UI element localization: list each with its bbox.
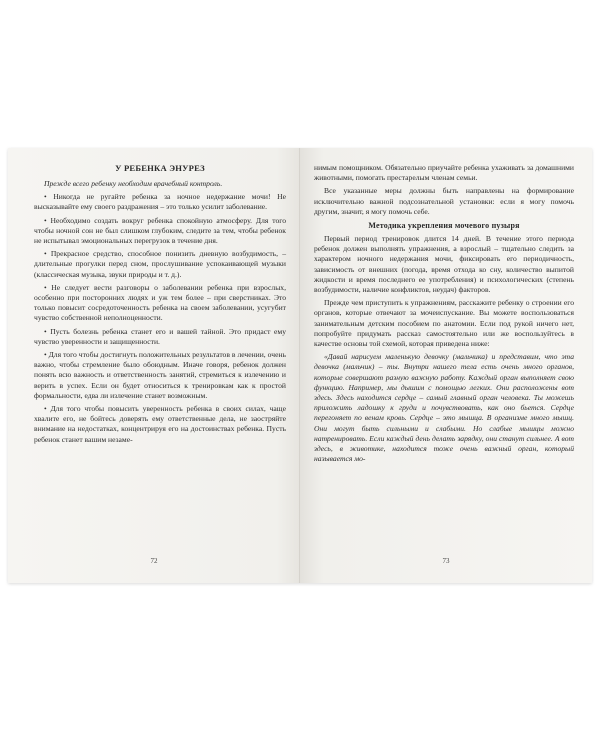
paragraph: • Пусть болезнь ребенка станет его и вашей тайной. Это придаст ему чувство уверенности и защищенности. [34, 326, 286, 346]
paragraph: • Никогда не ругайте ребенка за ночное недержание мочи! Не высказывайте ему своего раздражения – это только усилит заболевание. [34, 192, 286, 212]
paragraph: Прежде чем приступить к упражнениям, расскажите ребенку о строении его органов, которые отвечают за мочеиспускание. Вы можете воспользоваться занимательным детским пособием по анатомии. Если под рукой ничего нет, попробуйте придумать рассказ самостоятельно или же воспользуйтесь в качестве основы той схемой, которая приведена ниже: [314, 298, 574, 349]
paragraph: Все указанные меры должны быть направлены на формирование исключительно важной подсознательной установки: если я могу помочь другим, значит, я могу помочь себе. [314, 186, 574, 216]
page-number: 72 [150, 557, 158, 565]
paragraph: • Для того чтобы повысить уверенность ребенка в своих силах, чаще хвалите его, не бойтесь доверять ему ответственные дела, не заостряйте внимание на недостатках, концентрируя его на достоинствах ребенка. Пусть ребенок станет вашим незаме- [34, 404, 286, 444]
paragraph: нимым помощником. Обязательно приучайте ребенка ухаживать за домашними животными, помогать престарелым членам семьи. [314, 163, 574, 183]
book-spread [8, 148, 592, 583]
paragraph: • Прекрасное средство, способное понизить дневную возбудимость, – длительные прогулки перед сном, прослушивание успокаивающей музыки (классическая музыка, звуки природы и т. д.). [34, 249, 286, 279]
paragraph: • Не следует вести разговоры о заболевании ребенка при взрослых, особенно при посторонних людях и уж тем более – при сверстниках. Это только повысит сосредоточенность ребенка на своем заболевании, усугубит чувство собственной неполноценности. [34, 282, 286, 323]
italic-passage: «Давай нарисуем маленькую девочку (мальчика) и представим, что эта девочка (мальчик) – ты. Внутри нашего тела есть очень много органов, которые совершают разную важную работу. Каждый орган выполняет свою функцию. Например, мы дышим с помощью легких. Они расположены вот здесь. Здесь находится сердце – самый главный орган человека. Ты можешь приложить ладошку к груди и почувствовать, как оно бьется. Сердце перегоняет по венам кровь. Сердце – это мышца. В организме много мышц. Они могут быть сильными и слабыми. Но слабые мышцы можно натренировать. Если каждый день делать зарядку, они станут сильнее. А вот здесь, в животике, находится тоже очень важный орган, который называется мо- [314, 352, 574, 464]
page-number: 73 [442, 557, 450, 565]
subsection-heading: Методика укрепления мочевого пузыря [368, 221, 520, 231]
paragraph: • Необходимо создать вокруг ребенка спокойную атмосферу. Для того чтобы ночной сон не был слишком глубоким, следите за тем, чтобы ребенок не испытывал эмоциональных перегрузок в течение дня. [34, 215, 286, 246]
right-page [300, 148, 592, 583]
section-heading: У РЕБЕНКА ЭНУРЕЗ [115, 163, 205, 173]
paragraph: Первый период тренировок длится 14 дней. В течение этого периода ребенок должен выполнять упражнения, а взрослый – тщательно следить за характером ночного недержания мочи, фиксировать его периодичность, зависимость от внешних (погода, время отхода ко сну, количество выпитой жидкости и время последнего ее употребления) и психологических (степень возбудимости, наличие конфликтов, неудач) факторов. [314, 234, 574, 295]
paragraph: • Для того чтобы достигнуть положительных результатов в лечении, очень важно, чтобы стремление было обоюдным. Иначе говоря, ребенок должен понять всю важность и ответственность занятий, стремиться к излечению и верить в успех. Если он будет относиться к тренировкам как к простой формальности, едва ли излечение станет возможным. [34, 350, 286, 400]
left-page [8, 148, 300, 583]
intro-paragraph: Прежде всего ребенку необходим врачебный контроль. [44, 179, 223, 188]
